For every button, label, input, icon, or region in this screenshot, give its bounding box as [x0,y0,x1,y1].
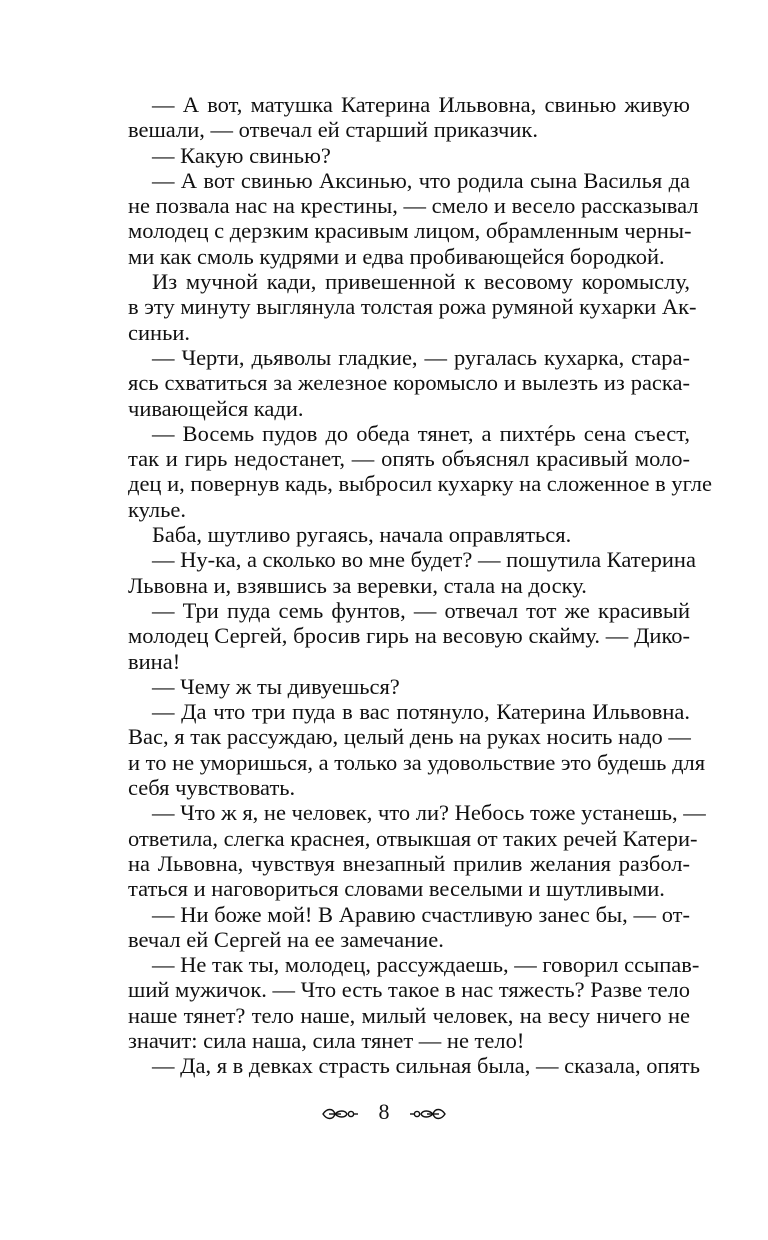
text-line: — Ну-ка, а сколько во мне будет? — пошутила Катерина [152,547,696,573]
text-line: — Черти, дьяволы гладкие, — ругалась кухарка, стара- [152,344,690,370]
text-line: вина! [128,648,181,674]
text-line: молодец с дерзким красивым лицом, обрамленным черны- [128,218,692,244]
text-line: не позвала нас на крестины, — смело и весело рассказывал [128,193,699,219]
paragraph [128,167,699,269]
text-line: вешали, — отвечал ей старший приказчик. [128,117,538,143]
text-line: Баба, шутливо ругаясь, начала оправляться. [152,522,572,548]
text-line: Из мучной кади, привешенной к весовому коромыслу, [152,269,690,295]
text-line: кулье. [128,496,186,522]
text-line: — Не так ты, молодец, рассуждаешь, — говорил ссыпав- [152,952,700,978]
text-line: чивающейся кади. [128,395,304,421]
text-line: ший мужичок. — Что есть такое в нас тяжесть? Разве тело [128,977,691,1003]
text-line: ответила, слегка краснея, отвыкшая от таких речей Катери- [128,825,698,851]
text-line: Львовна и, взявшись за веревки, стала на доску. [128,572,587,598]
text-line: наше тянет? тело наше, милый человек, на весу ничего не [128,1002,690,1028]
text-line: — Ни боже мой! В Аравию счастливую занес бы, — от- [152,901,690,927]
text-line: в эту минуту выглянула толстая рожа румяной кухарки Ак- [128,294,697,320]
book-page-text [128,92,712,1079]
text-line: — А вот свинью Аксинью, что родила сына Василья да [152,167,690,193]
text-line: — Да, я в девках страсть сильная была, — сказала, опять [152,1053,700,1079]
text-line: дец и, повернув кадь, выбросил кухарку на сложенное в угле [128,471,712,497]
paragraph [128,800,706,902]
text-line: и то не уморишься, а только за удовольствие это будешь для [128,749,706,775]
text-line: — Да что три пуда в вас потянуло, Катерина Ильвовна. [152,699,690,725]
paragraph [128,598,690,674]
paragraph [128,143,690,168]
paragraph [128,420,712,522]
text-line: на Львовна, чувствуя внезапный прилив желания разбол- [128,850,690,876]
page-footer [0,1095,768,1127]
text-line: Вас, я так рассуждаю, целый день на руках носить надо — [128,724,691,750]
text-line: молодец Сергей, бросив гирь на весовую скайму. — Дико- [128,623,690,649]
paragraph [128,902,690,953]
paragraph [128,699,706,801]
left-floral-ornament-icon [321,1102,359,1122]
text-line: ми как смоль кудрями и едва пробивающейся бородкой. [128,243,665,269]
paragraph [128,92,690,143]
text-line: — Три пуда семь фунтов, — отвечал тот же красивый [152,597,690,623]
text-line: — Чему ж ты дивуешься? [152,673,400,699]
text-line: — Восемь пудов до обеда тянет, а пихтéрь сена съест, [152,420,690,446]
paragraph [128,952,700,1053]
paragraph [128,522,690,547]
paragraph [128,345,690,421]
paragraph [128,547,696,598]
text-line: вечал ей Сергей на ее замечание. [128,926,444,952]
text-line: значит: сила наша, сила тянет — не тело! [128,1027,525,1053]
paragraph [128,269,697,345]
text-line: таться и наговориться словами веселыми и шутливыми. [128,876,665,902]
right-floral-ornament-icon [409,1102,447,1122]
text-line: себя чувствовать. [128,775,296,801]
text-line: — Что ж я, не человек, что ли? Небось тоже устанешь, — [152,800,706,826]
text-line: так и гирь недостанет, — опять объяснял красивый моло- [128,446,690,472]
page-number: 8 [378,1098,390,1124]
text-line: ясь схватиться за железное коромысло и вылезть из раска- [128,370,690,396]
paragraph [128,674,690,699]
paragraph [128,1053,700,1079]
text-line: — А вот, матушка Катерина Ильвовна, свинью живую [152,92,690,117]
text-line: — Какую свинью? [152,142,331,168]
text-line: синьи. [128,319,190,345]
